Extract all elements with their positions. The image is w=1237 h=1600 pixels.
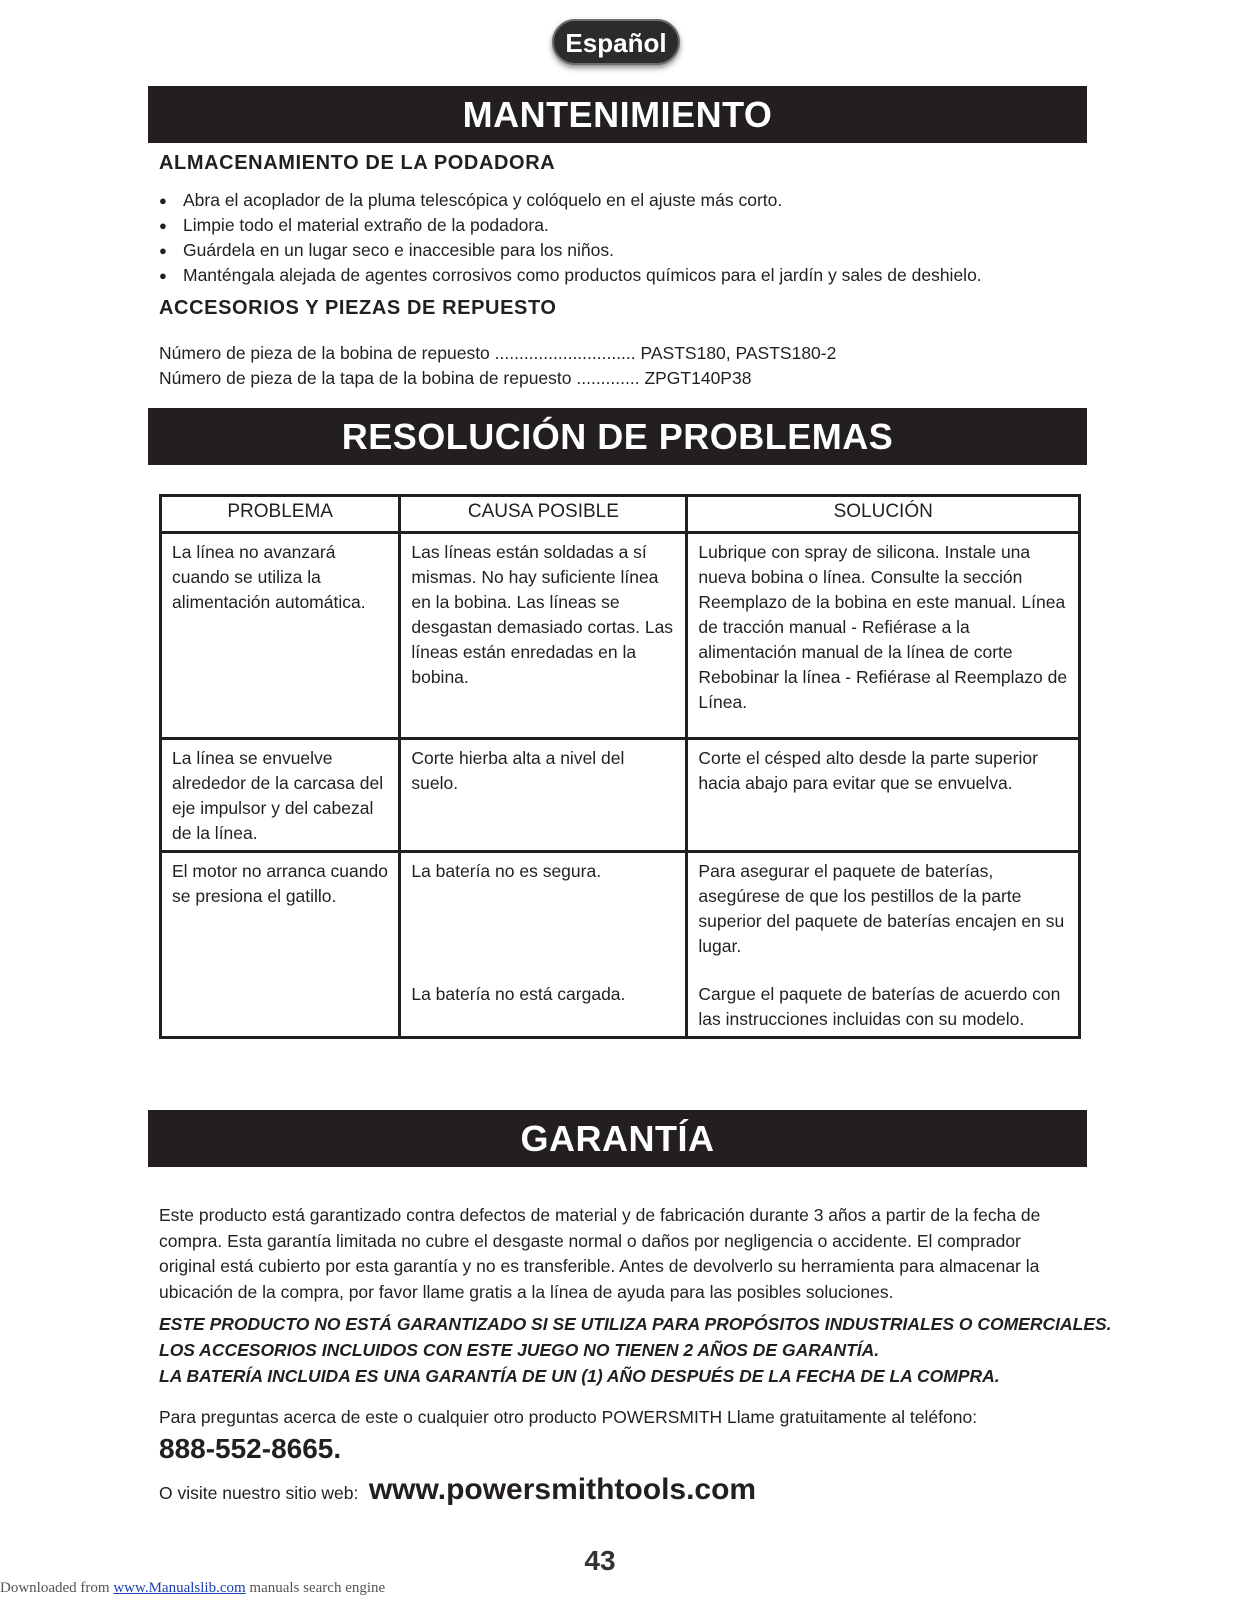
warning-line: LOS ACCESORIOS INCLUIDOS CON ESTE JUEGO NO TIENEN 2 AÑOS DE GARANTÍA.: [159, 1340, 880, 1360]
contact-text: Para preguntas acerca de este o cualquier otro producto POWERSMITH Llame gratuitamente al teléfono:: [159, 1407, 978, 1427]
troubleshooting-table: [159, 494, 1081, 1039]
list-item: ● Guárdela en un lugar seco e inaccesible para los niños.: [159, 238, 982, 263]
page-number: 43: [584, 1545, 616, 1576]
troubleshooting-title: RESOLUCIÓN DE PROBLEMAS: [148, 408, 1087, 465]
solution-cell: Corte el césped alto desde la parte superior hacia abajo para evitar que se envuelva.: [687, 739, 1080, 852]
warning-line: LA BATERÍA INCLUIDA ES UNA GARANTÍA DE UN (1) AÑO DESPUÉS DE LA FECHA DE LA COMPRA.: [159, 1366, 1000, 1386]
cause-cell: Corte hierba alta a nivel del suelo.: [400, 739, 687, 852]
problem-cell: La línea se envuelve alrededor de la carcasa del eje impulsor y del cabezal de la línea.: [161, 739, 400, 852]
list-item: ● Manténgala alejada de agentes corrosivos como productos químicos para el jardín y sales de deshielo.: [159, 263, 982, 288]
table-row: [161, 533, 1080, 739]
website-row: [159, 1473, 756, 1507]
cause-text: La batería no está cargada.: [411, 984, 626, 1004]
solution-text: Cargue el paquete de baterías de acuerdo con las instrucciones incluidas con su modelo.: [698, 984, 1061, 1029]
warranty-warnings: [159, 1311, 1112, 1389]
cause-cell: Las líneas están soldadas a sí mismas. No hay suficiente línea en la bobina. Las líneas se desgastan demasiado cortas. Las líneas están enredadas en la bobina.: [400, 533, 687, 739]
part-line: Número de pieza de la bobina de repuesto ............................. PASTS180, PASTS180-2: [159, 343, 837, 363]
footer-suffix: manuals search engine: [245, 1580, 386, 1596]
cause-cell: [400, 852, 687, 1038]
table-row: [161, 852, 1080, 1038]
phone-number: 888-552-8665.: [159, 1433, 342, 1464]
footer-prefix: Downloaded from: [0, 1580, 114, 1596]
solution-cell: [687, 852, 1080, 1038]
storage-list: [159, 188, 982, 288]
manualslib-link[interactable]: www.Manualslib.com: [113, 1580, 246, 1596]
column-header-problem: PROBLEMA: [161, 496, 400, 533]
column-header-cause: CAUSA POSIBLE: [400, 496, 687, 533]
table-header-row: [161, 496, 1080, 533]
download-footer: [0, 1580, 385, 1597]
warranty-title: GARANTÍA: [148, 1110, 1087, 1167]
website-label: O visite nuestro sitio web:: [159, 1483, 359, 1503]
parts-list: [159, 341, 836, 391]
part-line: Número de pieza de la tapa de la bobina de repuesto ............. ZPGT140P38: [159, 368, 752, 388]
storage-heading: ALMACENAMIENTO DE LA PODADORA: [159, 152, 556, 174]
solution-cell: Lubrique con spray de silicona. Instale una nueva bobina o línea. Consulte la sección Reemplazo de la bobina en este manual. Línea de tracción manual - Refiérase a la alimentación manual de la línea de corte Rebobinar la línea - Refiérase al Reemplazo de Línea.: [687, 533, 1080, 739]
maintenance-title: MANTENIMIENTO: [148, 86, 1087, 143]
parts-heading: ACCESORIOS Y PIEZAS DE REPUESTO: [159, 297, 557, 319]
column-header-solution: SOLUCIÓN: [687, 496, 1080, 533]
solution-text: Para asegurar el paquete de baterías, asegúrese de que los pestillos de la parte superior del paquete de baterías encajen en su lugar.: [698, 861, 1065, 956]
language-tab: Español: [552, 19, 680, 65]
list-item: ● Abra el acoplador de la pluma telescópica y colóquelo en el ajuste más corto.: [159, 188, 982, 213]
problem-cell: El motor no arranca cuando se presiona el gatillo.: [161, 852, 400, 1038]
website-url: www.powersmithtools.com: [368, 1473, 757, 1506]
warranty-body: Este producto está garantizado contra defectos de material y de fabricación durante 3 años a partir de la fecha de compra. Esta garantía limitada no cubre el desgaste normal o daños por negligencia o accidente. El comprador original está cubierto por esta garantía y no es transferible. Antes de devolverlo su herramienta para almacenar la ubicación de la compra, por favor llame gratis a la línea de ayuda para las posibles soluciones.: [159, 1205, 1041, 1302]
problem-cell: La línea no avanzará cuando se utiliza la alimentación automática.: [161, 533, 400, 739]
cause-text: La batería no es segura.: [411, 861, 602, 881]
list-item: ● Limpie todo el material extraño de la podadora.: [159, 213, 982, 238]
warning-line: ESTE PRODUCTO NO ESTÁ GARANTIZADO SI SE UTILIZA PARA PROPÓSITOS INDUSTRIALES O COMERCIALES.: [159, 1314, 1112, 1334]
table-row: [161, 739, 1080, 852]
